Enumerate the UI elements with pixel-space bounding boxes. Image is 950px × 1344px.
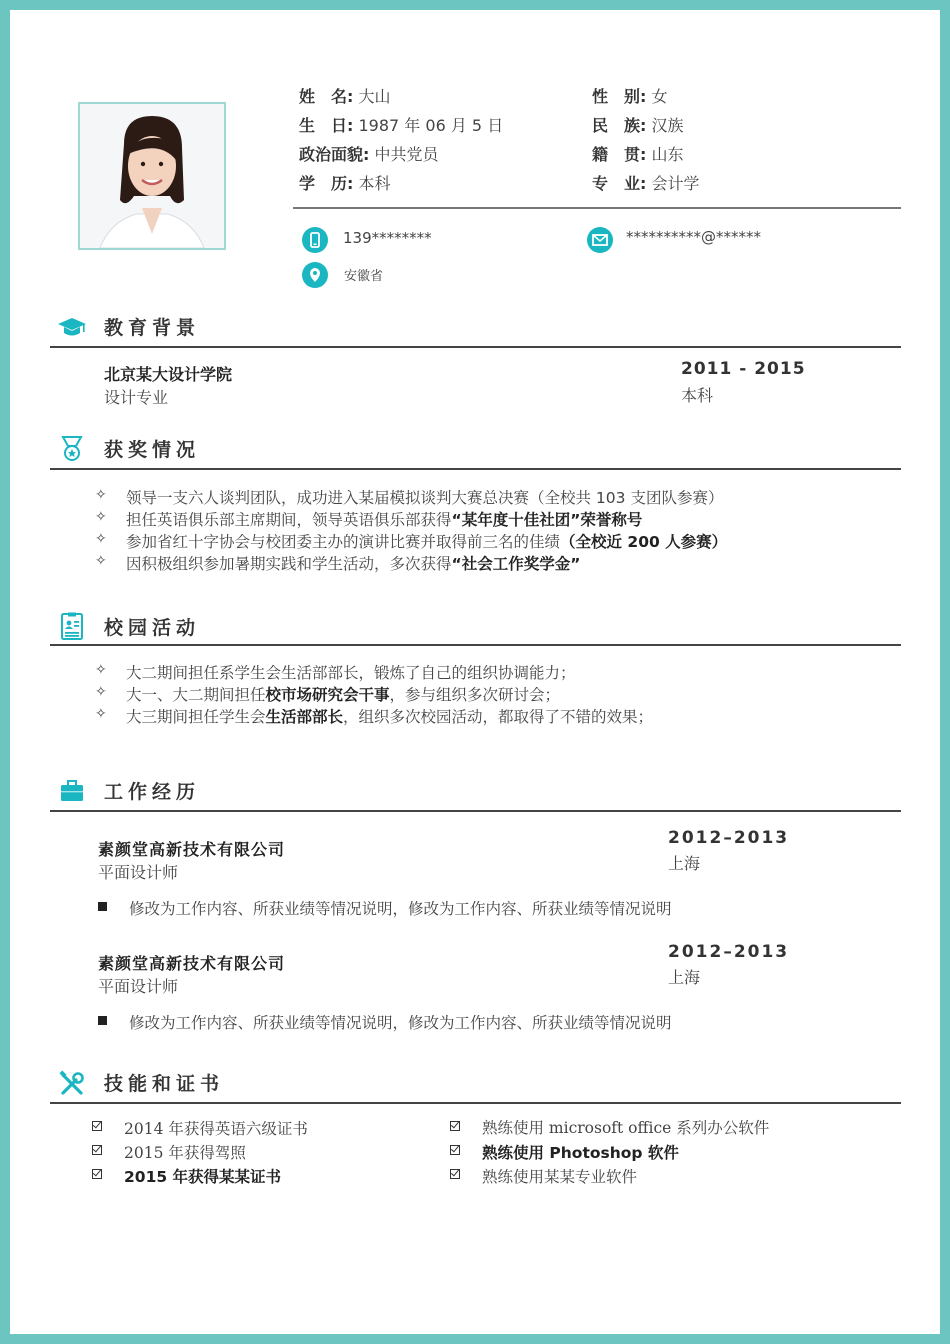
education-years: 2011 - 2015 (681, 359, 806, 379)
field-political-value: 中共党员 (374, 145, 439, 164)
job-2-city: 上海 (668, 968, 701, 987)
email-text: **********@****** (626, 228, 761, 246)
diamond-bullet-icon: ✧ (95, 553, 107, 569)
diamond-bullet-icon: ✧ (95, 684, 107, 700)
field-ethnicity (592, 113, 684, 136)
field-gender-value: 女 (651, 87, 668, 106)
checkbox-icon (92, 1169, 102, 1179)
award-item-4-text: 因积极组织参加暑期实践和学生活动，多次获得 (126, 555, 452, 573)
job-1-years: 2012–2013 (668, 828, 790, 848)
skill-right-1: 熟练使用 microsoft office 系列办公软件 (482, 1119, 770, 1137)
diamond-bullet-icon: ✧ (95, 531, 107, 547)
diamond-bullet-icon: ✧ (95, 509, 107, 525)
graduation-cap-icon (57, 312, 87, 342)
field-major-value: 会计学 (651, 174, 700, 193)
field-political (299, 142, 439, 165)
job-1-company: 素颜堂高新技术有限公司 (98, 840, 286, 859)
campus-item-2-bold: 校市场研究会干事 (265, 686, 390, 704)
work-title: 工作经历 (104, 781, 201, 803)
job-1-city: 上海 (668, 854, 701, 873)
field-ethnicity-value: 汉族 (651, 116, 684, 135)
education-divider (50, 346, 901, 348)
campus-item-3 (126, 705, 653, 727)
field-name (299, 84, 391, 107)
skills-divider (50, 1102, 901, 1104)
award-item-2-text: 担任英语俱乐部主席期间，领导英语俱乐部获得 (126, 511, 452, 529)
award-item-1-text: 领导一支六人谈判团队，成功进入某届模拟谈判大赛总决赛（全校共 103 支团队参赛） (126, 489, 724, 507)
briefcase-icon (57, 776, 87, 806)
education-degree: 本科 (681, 386, 714, 405)
education-major: 设计专业 (104, 388, 169, 407)
campus-item-3-bold: 生活部部长 (265, 708, 344, 726)
field-birthday-value: 1987 年 06 月 5 日 (358, 116, 504, 135)
award-item-2-bold: “某年度十佳社团”荣誉称号 (451, 511, 643, 529)
awards-title: 获奖情况 (104, 439, 201, 461)
job-2-desc: 修改为工作内容、所获业绩等情况说明，修改为工作内容、所获业绩等情况说明 (129, 1014, 672, 1032)
award-item-3-text: 参加省红十字协会与校团委主办的演讲比赛并取得前三名的佳绩 (126, 533, 561, 551)
skill-left-2: 2015 年获得驾照 (124, 1144, 246, 1162)
checkbox-icon (92, 1145, 102, 1155)
field-birthday-label: 生 日: (299, 116, 354, 135)
field-gender-label: 性 别: (592, 87, 647, 106)
award-item-1 (126, 486, 723, 508)
award-item-4 (126, 552, 580, 574)
square-bullet-icon (98, 1016, 107, 1025)
field-birthday (299, 113, 503, 136)
medal-icon (57, 434, 87, 464)
diamond-bullet-icon: ✧ (95, 662, 107, 678)
phone-icon (302, 227, 328, 253)
location-text: 安徽省 (344, 269, 384, 284)
field-education-label: 学 历: (299, 174, 354, 193)
field-name-label: 姓 名: (299, 87, 354, 106)
campus-title: 校园活动 (104, 617, 201, 639)
resume-sheet (10, 10, 940, 1334)
field-hometown (592, 142, 684, 165)
award-item-4-bold: “社会工作奖学金” (451, 555, 581, 573)
field-gender (592, 84, 668, 107)
field-political-label: 政治面貌: (299, 145, 370, 164)
campus-item-2-post: ，参与组织多次研讨会； (389, 686, 561, 704)
diamond-bullet-icon: ✧ (95, 706, 107, 722)
job-2-company: 素颜堂高新技术有限公司 (98, 954, 286, 973)
job-1-desc: 修改为工作内容、所获业绩等情况说明，修改为工作内容、所获业绩等情况说明 (129, 900, 672, 918)
campus-item-3-pre: 大三期间担任学生会 (126, 708, 266, 726)
field-education (299, 171, 391, 194)
info-divider (293, 207, 901, 209)
awards-divider (50, 468, 901, 470)
tools-icon (57, 1069, 87, 1099)
field-hometown-value: 山东 (651, 145, 684, 164)
award-item-2 (126, 508, 642, 530)
square-bullet-icon (98, 902, 107, 911)
diamond-bullet-icon: ✧ (95, 487, 107, 503)
field-name-value: 大山 (358, 87, 391, 106)
skill-left-3: 2015 年获得某某证书 (124, 1168, 282, 1186)
work-divider (50, 810, 901, 812)
clipboard-icon (57, 611, 87, 641)
checkbox-icon (450, 1169, 460, 1179)
email-icon (587, 227, 613, 253)
job-2-role: 平面设计师 (98, 977, 179, 996)
skill-right-2: 熟练使用 Photoshop 软件 (482, 1144, 679, 1162)
campus-item-1-text: 大二期间担任系学生会生活部部长，锻炼了自己的组织协调能力； (126, 664, 576, 682)
profile-photo (78, 102, 226, 250)
checkbox-icon (450, 1145, 460, 1155)
campus-item-3-post: ，组织多次校园活动，都取得了不错的效果； (343, 708, 654, 726)
field-hometown-label: 籍 贯: (592, 145, 647, 164)
award-item-3-bold: （全校近 200 人参赛） (560, 533, 728, 551)
campus-item-2 (126, 683, 560, 705)
checkbox-icon (92, 1121, 102, 1131)
checkbox-icon (450, 1121, 460, 1131)
education-title: 教育背景 (104, 317, 201, 339)
campus-item-1 (126, 661, 576, 683)
award-item-3 (126, 530, 727, 552)
skill-left-1: 2014 年获得英语六级证书 (124, 1120, 308, 1138)
job-1-role: 平面设计师 (98, 863, 179, 882)
location-icon (302, 262, 328, 288)
campus-divider (50, 644, 901, 646)
field-ethnicity-label: 民 族: (592, 116, 647, 135)
field-education-value: 本科 (358, 174, 391, 193)
field-major (592, 171, 700, 194)
phone-text: 139******** (343, 229, 432, 247)
skill-right-3: 熟练使用某某专业软件 (482, 1168, 638, 1186)
campus-item-2-pre: 大一、大二期间担任 (126, 686, 266, 704)
field-major-label: 专 业: (592, 174, 647, 193)
skills-title: 技能和证书 (104, 1073, 225, 1095)
education-school: 北京某大设计学院 (104, 365, 233, 384)
job-2-years: 2012–2013 (668, 942, 790, 962)
